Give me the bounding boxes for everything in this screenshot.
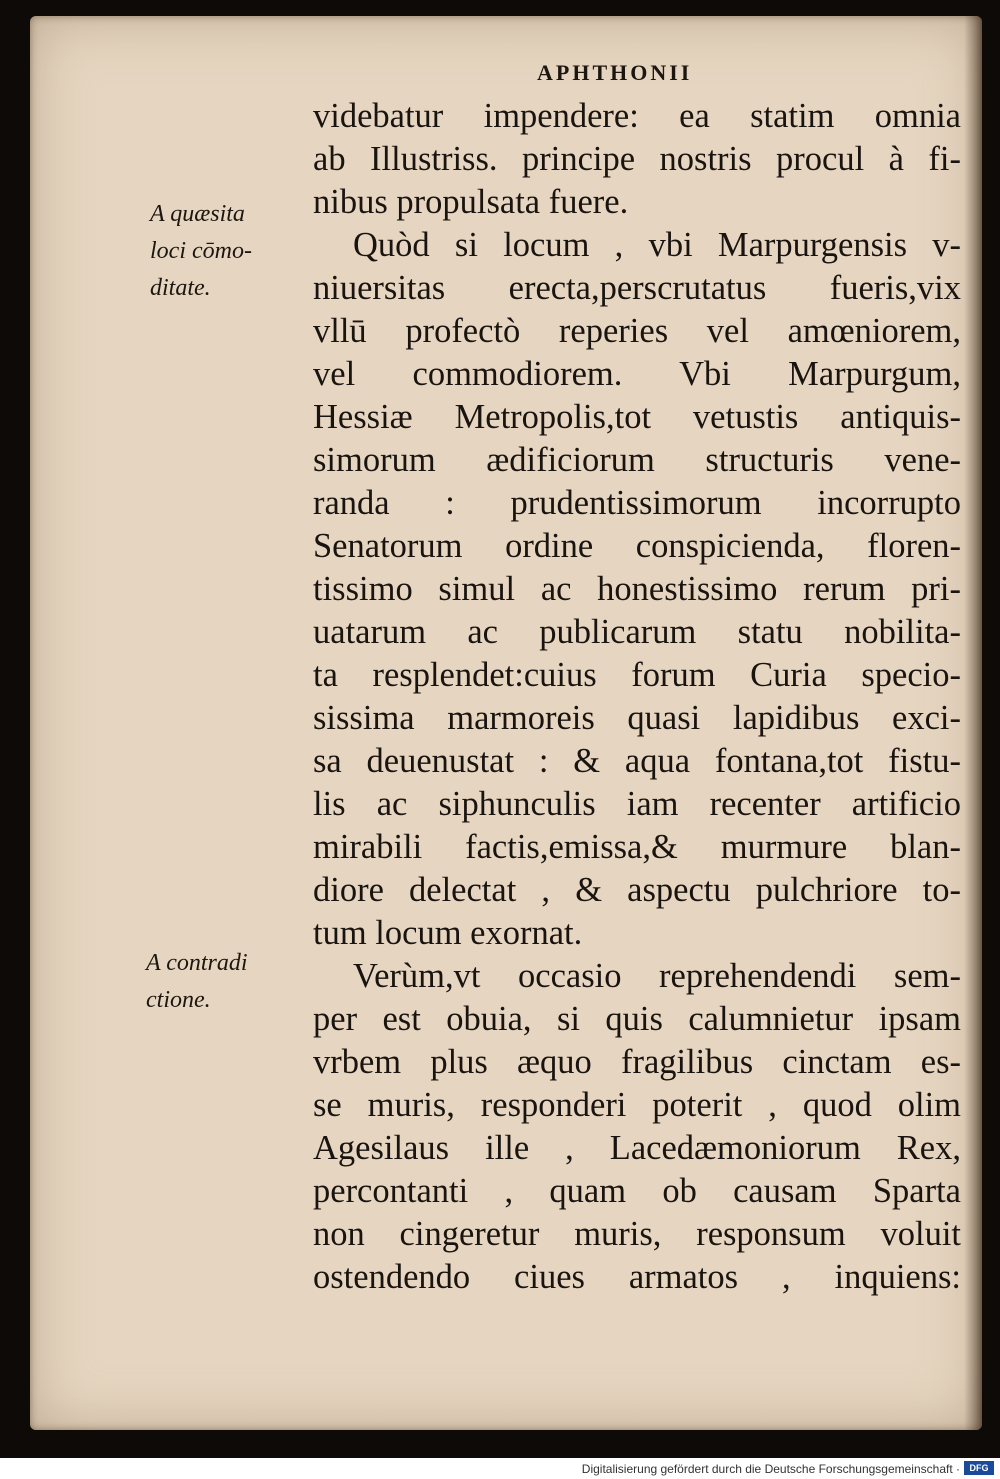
text-line: vllū profectò reperies vel amœniorem, (313, 312, 961, 350)
text-line: Hessiæ Metropolis,tot vetustis antiquis- (313, 398, 961, 436)
text-line: percontanti , quam ob causam Sparta (313, 1172, 961, 1210)
text-line: vrbem plus æquo fragilibus cinctam es- (313, 1043, 961, 1081)
text-line: ab Illustriss. principe nostris procul à fi- (313, 140, 961, 178)
margin-note-line: A quæsita (150, 201, 245, 227)
text-line: niuersitas erecta,perscrutatus fueris,vix (313, 269, 961, 307)
text-line: mirabili factis,emissa,& murmure blan- (313, 828, 961, 866)
text-line: tum locum exornat. (313, 914, 583, 952)
text-line: tissimo simul ac honestissimo rerum pri- (313, 570, 961, 608)
text-line: uatarum ac publicarum statu nobilita- (313, 613, 961, 651)
body-text (313, 95, 961, 1299)
margin-note-line: ctione. (146, 987, 211, 1013)
text-line: ta resplendet:cuius forum Curia specio- (313, 656, 961, 694)
text-line: ostendendo ciues armatos , inquiens: (313, 1258, 961, 1296)
margin-note-line: loci cōmo- (150, 238, 252, 264)
text-line: randa : prudentissimorum incorrupto (313, 484, 961, 522)
text-line: nibus propulsata fuere. (313, 183, 629, 221)
text-line: diore delectat , & aspectu pulchriore to- (313, 871, 961, 909)
text-line: simorum ædificiorum structuris vene- (313, 441, 961, 479)
text-line: lis ac siphunculis iam recenter artificio (313, 785, 961, 823)
text-line: Agesilaus ille , Lacedæmoniorum Rex, (313, 1129, 961, 1167)
margin-note-line: A contradi (146, 950, 248, 976)
margin-note-contradictione (146, 945, 248, 1019)
text-line: vel commodiorem. Vbi Marpurgum, (313, 355, 961, 393)
text-line: Senatorum ordine conspicienda, floren- (313, 527, 961, 565)
running-head: APHTHONII (537, 60, 693, 85)
text-line: Quòd si locum , vbi Marpurgensis v- (353, 226, 961, 264)
text-line: sissima marmoreis quasi lapidibus exci- (313, 699, 961, 737)
margin-note-line: ditate. (150, 275, 211, 301)
text-line: non cingeretur muris, responsum voluit (313, 1215, 961, 1253)
funding-credit: Digitalisierung gefördert durch die Deutsche Forschungsgemeinschaft · (581, 1462, 960, 1476)
text-line: se muris, responderi poterit , quod olim (313, 1086, 961, 1124)
text-line: sa deuenustat : & aqua fontana,tot fistu- (313, 742, 961, 780)
text-line: Verùm,vt occasio reprehendendi sem- (353, 957, 961, 995)
dfg-logo: DFG (964, 1461, 994, 1475)
text-line: videbatur impendere: ea statim omnia (313, 97, 961, 135)
margin-note-quaesita (150, 196, 252, 307)
text-line: per est obuia, si quis calumnietur ipsam (313, 1000, 961, 1038)
